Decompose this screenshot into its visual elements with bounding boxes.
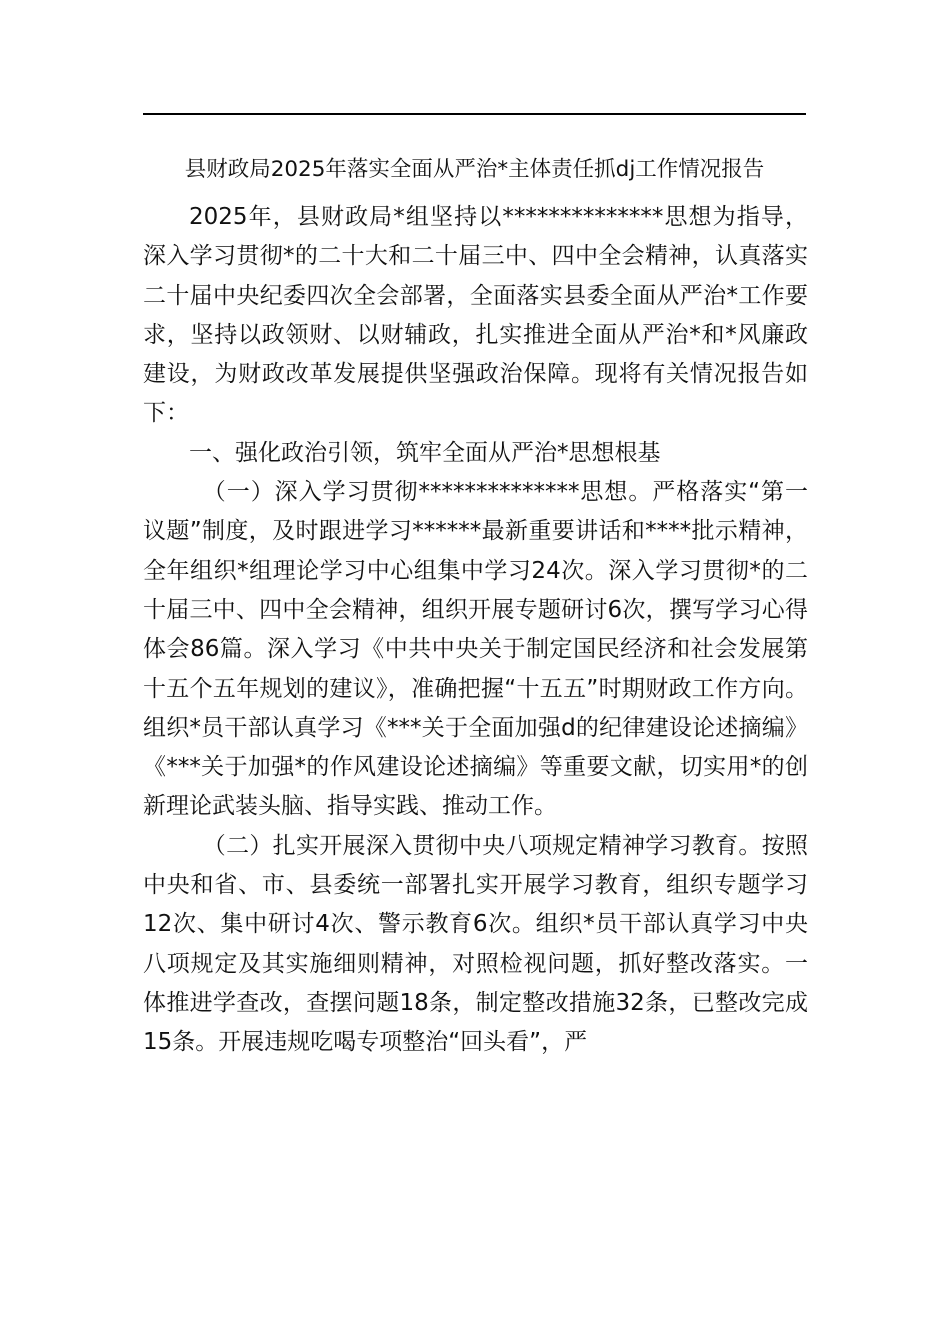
section-heading-1: 一、强化政治引领，筑牢全面从严治*思想根基 [189,439,661,466]
header-rule [143,113,806,115]
paragraph-item-1: （一）深入学习贯彻**************思想。严格落实“第一议题”制度，及时跟进学习******最新重要讲话和****批示精神，全年组织*组理论学习中心组集中学习24次。深入学习贯彻*的二十届三中、四中全会精神，组织开展专题研讨6次，撰写学习心得体会86篇。深入学习《中共中央关于制定国民经济和社会发展第十五个五年规划的建议》，准确把握“十五五”时期财政工作方向。组织*员干部认真学习《***关于全面加强d的纪律建设论述摘编》《***关于加强*的作风建设论述摘编》等重要文献，切实用*的创新理论武装头脑、指导实践、推动工作。 [143,479,808,820]
document-body [143,198,808,1063]
document-title: 县财政局2025年落实全面从严治*主体责任抓dj工作情况报告 [184,157,765,182]
paragraph-item-2: （二）扎实开展深入贯彻中央八项规定精神学习教育。按照中央和省、市、县委统一部署扎实开展学习教育，组织专题学习12次、集中研讨4次、警示教育6次。组织*员干部认真学习中央八项规定及其实施细则精神，对照检视问题，抓好整改落实。一体推进学查改，查摆问题18条，制定整改措施32条，已整改完成15条。开展违规吃喝专项整治“回头看”，严 [143,832,808,1056]
intro-paragraph: 2025年，县财政局*组坚持以**************思想为指导，深入学习贯彻*的二十大和二十届三中、四中全会精神，认真落实二十届中央纪委四次全会部署，全面落实县委全面从严治*工作要求，坚持以政领财、以财辅政，扎实推进全面从严治*和*风廉政建设，为财政改革发展提供坚强政治保障。现将有关情况报告如下： [143,204,808,427]
